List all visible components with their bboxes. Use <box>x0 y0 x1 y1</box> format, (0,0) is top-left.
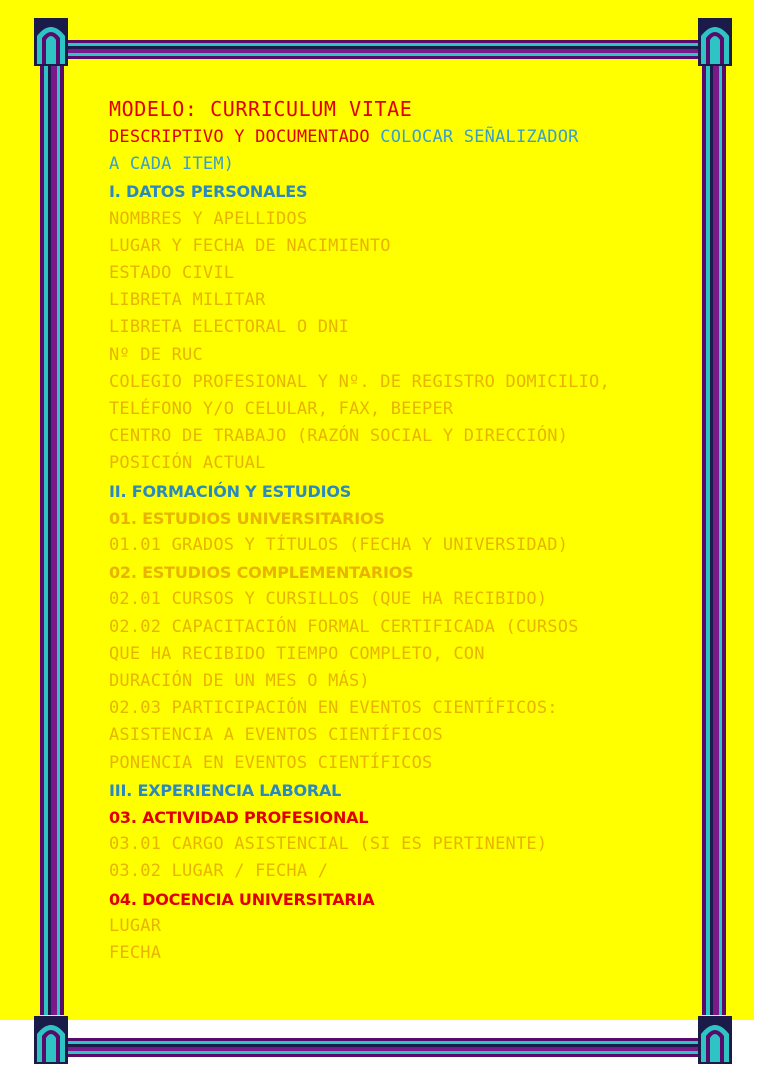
document-line: TELÉFONO Y/O CELULAR, FAX, BEEPER <box>109 399 454 420</box>
document-line: LUGAR <box>109 915 162 936</box>
document-line: 02.01 CURSOS Y CURSILLOS (QUE HA RECIBIDO) <box>109 589 548 610</box>
document-line: III. EXPERIENCIA LABORAL <box>109 780 342 800</box>
document-lines <box>109 178 669 967</box>
subtitle-part-blue: COLOCAR SEÑALIZADOR <box>369 127 579 147</box>
document-line: ASISTENCIA A EVENTOS CIENTÍFICOS <box>109 725 443 746</box>
document-line: 02.03 PARTICIPACIÓN EN EVENTOS CIENTÍFICOS: <box>109 698 558 719</box>
document-line: 04. DOCENCIA UNIVERSITARIA <box>109 889 375 909</box>
document-line: 03.02 LUGAR / FECHA / <box>109 861 329 882</box>
document-subtitle <box>109 124 669 151</box>
document-line: POSICIÓN ACTUAL <box>109 453 266 474</box>
document-line: LIBRETA MILITAR <box>109 290 266 311</box>
document-line: NOMBRES Y APELLIDOS <box>109 208 308 229</box>
document-line: 01. ESTUDIOS UNIVERSITARIOS <box>109 508 385 528</box>
document-line: LUGAR Y FECHA DE NACIMIENTO <box>109 235 391 256</box>
corner-ornament-icon <box>698 18 732 66</box>
document-line: DURACIÓN DE UN MES O MÁS) <box>109 671 370 692</box>
document-line: ESTADO CIVIL <box>109 263 235 284</box>
document-line: I. DATOS PERSONALES <box>109 182 308 202</box>
frame-top-bar <box>58 40 701 59</box>
document-line: 01.01 GRADOS Y TÍTULOS (FECHA Y UNIVERSIDAD) <box>109 535 569 556</box>
corner-ornament-icon <box>34 18 68 66</box>
subtitle-part-red: DESCRIPTIVO Y DOCUMENTADO <box>109 127 370 147</box>
corner-ornament-icon <box>34 1016 68 1064</box>
document-line: II. FORMACIÓN Y ESTUDIOS <box>109 481 352 501</box>
document-line: FECHA <box>109 943 162 964</box>
document-line: LIBRETA ELECTORAL O DNI <box>109 317 350 338</box>
document-line: 02. ESTUDIOS COMPLEMENTARIOS <box>109 563 414 583</box>
frame-left-bar <box>40 58 64 1015</box>
frame-bottom-bar <box>58 1038 701 1057</box>
document-line: 02.02 CAPACITACIÓN FORMAL CERTIFICADA (CURSOS <box>109 616 579 637</box>
document-content <box>109 94 669 967</box>
document-line: PONENCIA EN EVENTOS CIENTÍFICOS <box>109 752 433 773</box>
document-line: 03. ACTIVIDAD PROFESIONAL <box>109 808 369 828</box>
document-line: 03.01 CARGO ASISTENCIAL (SI ES PERTINENTE) <box>109 834 548 855</box>
document-line: COLEGIO PROFESIONAL Y Nº. DE REGISTRO DOMICILIO, <box>109 371 610 392</box>
document-line: CENTRO DE TRABAJO (RAZÓN SOCIAL Y DIRECCIÓN) <box>109 426 569 447</box>
subtitle-continuation: A CADA ITEM) <box>109 154 235 175</box>
document-line: Nº DE RUC <box>109 344 203 365</box>
document-title: MODELO: CURRICULUM VITAE <box>109 97 413 121</box>
document-line: QUE HA RECIBIDO TIEMPO COMPLETO, CON <box>109 643 485 664</box>
frame-right-bar <box>702 58 726 1015</box>
corner-ornament-icon <box>698 1016 732 1064</box>
